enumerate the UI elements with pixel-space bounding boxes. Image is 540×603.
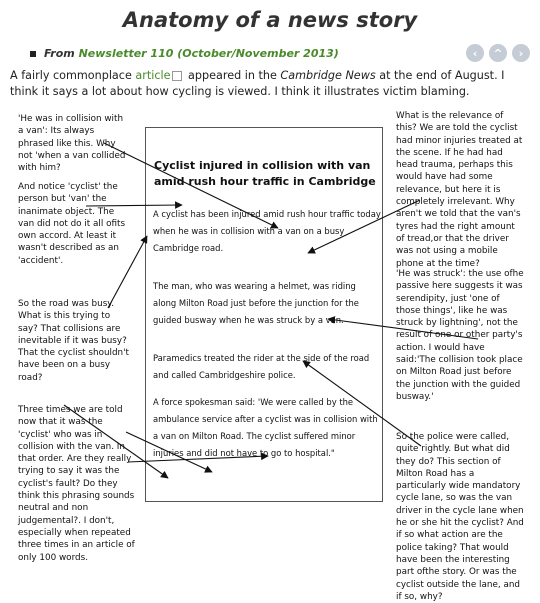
article-paragraph: Paramedics treated the rider at the side of the road and called Cambridgeshire police. bbox=[153, 353, 370, 380]
article-paragraph: A cyclist has been injured amid rush hour traffic today when he was in collision with a van on a busy Cambridge road. bbox=[153, 209, 381, 253]
annotation-note: And notice 'cyclist' the person but 'van' the inanimate object. The van did not do it all ofits own accord. At least it wasn't described as an 'accident'. bbox=[18, 182, 126, 266]
annotation-note: So the police were called, quite rightly. But what did they do? This section of Milton Road has a particularly wide mandatory cycle lane, so was the van driver in the cycle lane when he or she hit the cyclist? And if so what action are the police taking? That would have been the interesting part ofthe story. Or was the cyclist outside the lane, and if so, why? bbox=[396, 432, 524, 602]
next-page-button[interactable]: › bbox=[512, 44, 530, 62]
article-clipping bbox=[145, 127, 383, 502]
article-paragraph: The man, who was wearing a helmet, was riding along Milton Road just before the junction for the guided busway when he was struck by a van. bbox=[153, 281, 359, 325]
publication-name: Cambridge News bbox=[280, 69, 376, 82]
article-headline: Cyclist injured in collision with van amid rush hour traffic in Cambridge bbox=[154, 159, 376, 188]
page-navigation bbox=[466, 44, 530, 62]
newsletter-link[interactable]: Newsletter 110 (October/November 2013) bbox=[78, 47, 339, 60]
annotation-note: What is the relevance of this? We are told the cyclist had minor injuries treated at the scene. If he had had head trauma, perhaps this would have had some relevance, but here it is completely irrelevant. Why aren't we told that the van's tyres had the right amount of tread,or that the driver was not using a mobile phone at the time? bbox=[396, 111, 523, 269]
annotation-note: 'He was struck': the use ofhe passive here suggests it was serendipity, just 'one of those things', like he was struck by lightning', not the result of one or other party's action. I would have said:'The collision took place on Milton Road just before the junction with the guided busway.' bbox=[396, 269, 524, 402]
from-prefix: From bbox=[44, 47, 75, 60]
intro-paragraph bbox=[10, 68, 532, 100]
article-paragraph: A force spokesman said: 'We were called by the ambulance service after a cyclist was in collision with a van on Milton Road. The cyclist suffered minor injuries and did not have to go to hospital." bbox=[153, 397, 378, 458]
intro-text: appeared in the bbox=[188, 69, 277, 82]
intro-text: at the end of August. I think it says a lot about how cycling is viewed. I think it illustrates victim blaming. bbox=[10, 69, 505, 98]
source-line bbox=[30, 47, 339, 60]
bullet-icon bbox=[30, 51, 36, 57]
previous-page-button[interactable]: ‹ bbox=[466, 44, 484, 62]
annotation-note: 'He was in collision with a van': Its always phrased like this. Why not 'when a van collided with him? bbox=[18, 114, 126, 174]
annotation-note: So the road was busy. What is this trying to say? That collisions are inevitable if it was busy? That the cyclist shouldn't have been on a busy road? bbox=[18, 299, 130, 383]
external-link-icon bbox=[172, 71, 182, 81]
article-link[interactable]: article bbox=[135, 69, 171, 82]
page-title: Anatomy of a news story bbox=[122, 8, 418, 32]
intro-text: A fairly commonplace bbox=[10, 69, 132, 82]
annotation-note: Three times we are told now that it was the 'cyclist' who was in collision with the van. In that order. Are they really trying to say it was the cyclist's fault? Do they think this phrasing sounds neutral and non judgemental?. I don't, especially when repeated three times in an article of only 100 words. bbox=[18, 405, 135, 563]
up-page-button[interactable]: ^ bbox=[489, 44, 507, 62]
